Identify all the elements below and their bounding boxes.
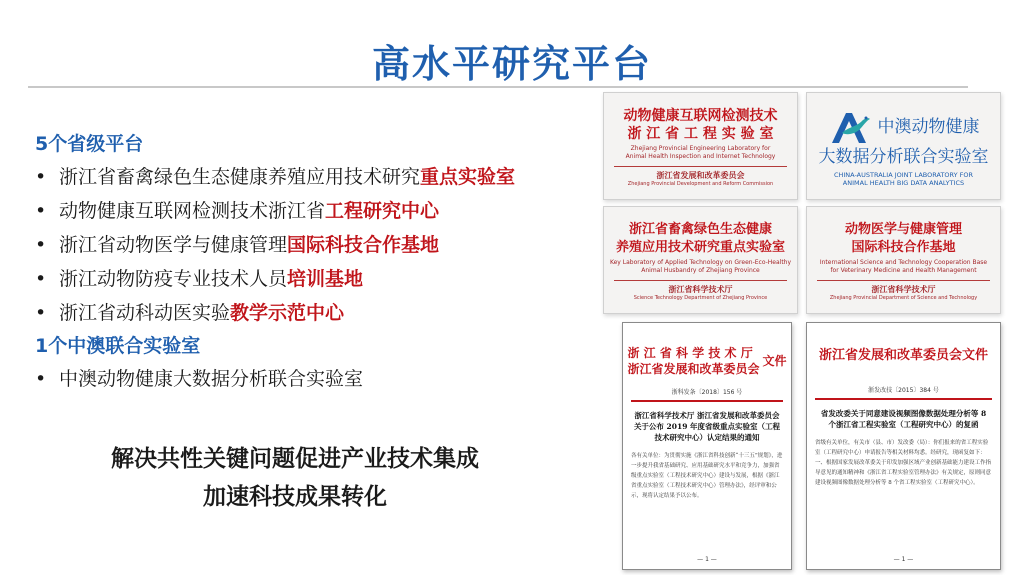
logo-en-line-2: ANIMAL HEALTH BIG DATA ANALYTICS [842,179,965,187]
doc-page-number: — 1 — [893,556,914,563]
bullet-item [35,362,595,396]
bullet-text: 浙江省动物医学与健康管理 [59,234,288,256]
bullet-dot: • [35,200,47,222]
doc-page-number: — 1 — [697,556,717,563]
plaque-en-2: Animal Husbandry of Zhejiang Province [641,267,760,274]
bullet-highlight: 国际科技合作基地 [287,234,440,256]
title-divider [28,86,968,88]
doc-number: 浙科发条〔2018〕156 号 [671,389,743,396]
plaque-title-2: 国际科技合作基地 [851,240,956,255]
plaque-en-1: Zhejiang Provincial Engineering Laboratory for [630,145,771,152]
plaque-joint-lab [806,92,1001,200]
bullet-text: 浙江省畜禽绿色生态健康养殖应用技术研究 [59,166,421,188]
plaque-rule [614,166,787,167]
bullet-item [35,194,595,228]
plaque-en-2: Animal Health Inspection and Internet Technology [625,153,776,160]
logo-cn-line-2: 大数据分析联合实验室 [818,147,989,167]
logo-en-line-1: CHINA-AUSTRALIA JOINT LABORATORY FOR [833,171,974,179]
doc-red-rule [631,400,783,402]
doc-red-rule [815,398,992,400]
plaque-rule [817,280,990,281]
official-document-1 [622,322,792,570]
bullet-highlight: 重点实验室 [420,166,516,188]
bullet-dot: • [35,166,47,188]
plaque-key-lab [603,206,798,314]
plaque-intl-base [806,206,1001,314]
plaque-en-1: Key Laboratory of Applied Technology on Green-Eco-Healthy [609,259,792,266]
bullet-item [35,228,595,262]
bullet-text: 浙江动物防疫专业技术人员 [59,268,288,290]
slogan-line-2: 加速科技成果转化 [203,484,387,510]
plaque-en-1: International Science and Technology Cooperation Base [819,259,988,266]
plaque-org: 浙江省发展和改革委员会 [656,171,745,180]
plaque-org-en: Science Technology Department of Zhejiang Province [633,295,768,301]
doc-head-1: 浙 江 省 科 学 技 术 厅 [627,346,753,360]
bullet-text: 中澳动物健康大数据分析联合实验室 [59,368,364,390]
bullet-dot: • [35,368,47,390]
bullet-dot: • [35,234,47,256]
slogan-line-1: 解决共性关键问题促进产业技术集成 [111,446,479,472]
doc-number: 浙发改技〔2015〕384 号 [868,387,939,394]
bullet-text: 动物健康互联网检测技术浙江省 [59,200,326,222]
doc-title: 浙江省科学技术厅 浙江省发展和改革委员会关于公布 2019 年度省级重点实验室（工程技术研究中心）认定结果的通知 [633,411,781,442]
plaque-title-1: 浙江省畜禽绿色生态健康 [628,222,772,237]
bullet-highlight: 教学示范中心 [230,302,345,324]
official-document-2 [806,322,1001,570]
doc-header [623,345,791,377]
bullet-highlight: 培训基地 [287,268,364,290]
doc-title: 省发改委关于同意建设视频图像数据处理分析等 8 个浙江省工程实验室（工程研究中心）的复函 [820,409,987,429]
doc-head-2: 浙江省发展和改革委员会 [627,362,760,376]
platform-list [35,128,595,396]
plaque-title-1: 动物健康互联网检测技术 [623,108,778,124]
plaque-title-2: 养殖应用技术研究重点实验室 [615,240,785,255]
doc-body: 各有关单位：为贯彻实施《浙江省科技创新“十三五”规划》，进一步提升我省基础研究、应用基础研究水平和竞争力，加强省级重点实验室（工程技术研究中心）建设与发展，根据《浙江省重点实验室（工程技术研究中心）管理办法》，经评审和公示，现将认定结果予以公布。 [631,453,783,499]
bullet-text: 浙江省动科动医实验 [59,302,231,324]
bullet-item [35,296,595,330]
plaque-org: 浙江省科学技术厅 [871,285,936,294]
bullet-highlight: 工程研究中心 [325,200,440,222]
plaque-rule [614,280,787,281]
logo-cn-line-1: 中澳动物健康 [877,116,980,137]
plaque-org-en: Zhejiang Provincial Development and Reform Commission [627,181,774,187]
doc-header-orgs [627,345,759,377]
bullet-dot: • [35,302,47,324]
bullet-item [35,262,595,296]
doc-head: 浙江省发展和改革委员会文件 [818,348,988,363]
doc-body: 省级有关单位，有关市（县、市）发改委（局）：你们报来的省工程实验室（工程研究中心）申请报告等相关材料均悉。经研究，现函复如下：一、根据国家发展改革委关于印发加强区域产业创新基础能力建设工作指导意见的通知精神和《浙江省工程实验室管理办法》有关规定，原则同意建设视频图像数据处理分析等 8 个省工程实验室（工程研究中心）。 [815,440,992,486]
logo-row [807,107,1000,147]
bullet-dot: • [35,268,47,290]
page-title: 高水平研究平台 [371,42,652,86]
plaque-org-en: Zhejiang Provincial Department of Science and Technology [829,295,978,301]
plaque-title-1: 动物医学与健康管理 [844,222,962,237]
plaque-org: 浙江省科学技术厅 [668,285,733,294]
doc-head-suffix: 文件 [762,354,787,368]
plaque-engineering-lab [603,92,798,200]
bullet-item [35,160,595,194]
heading-joint: 1个中澳联合实验室 [35,335,201,357]
heading-provincial: 5个省级平台 [35,133,144,155]
dragon-animal-lab-icon [828,107,872,147]
provincial-bullets [35,160,595,330]
plaque-title-2: 浙 江 省 工 程 实 验 室 [627,126,774,142]
joint-bullets [35,362,595,396]
plaque-en-2: for Veterinary Medicine and Health Management [830,267,977,274]
